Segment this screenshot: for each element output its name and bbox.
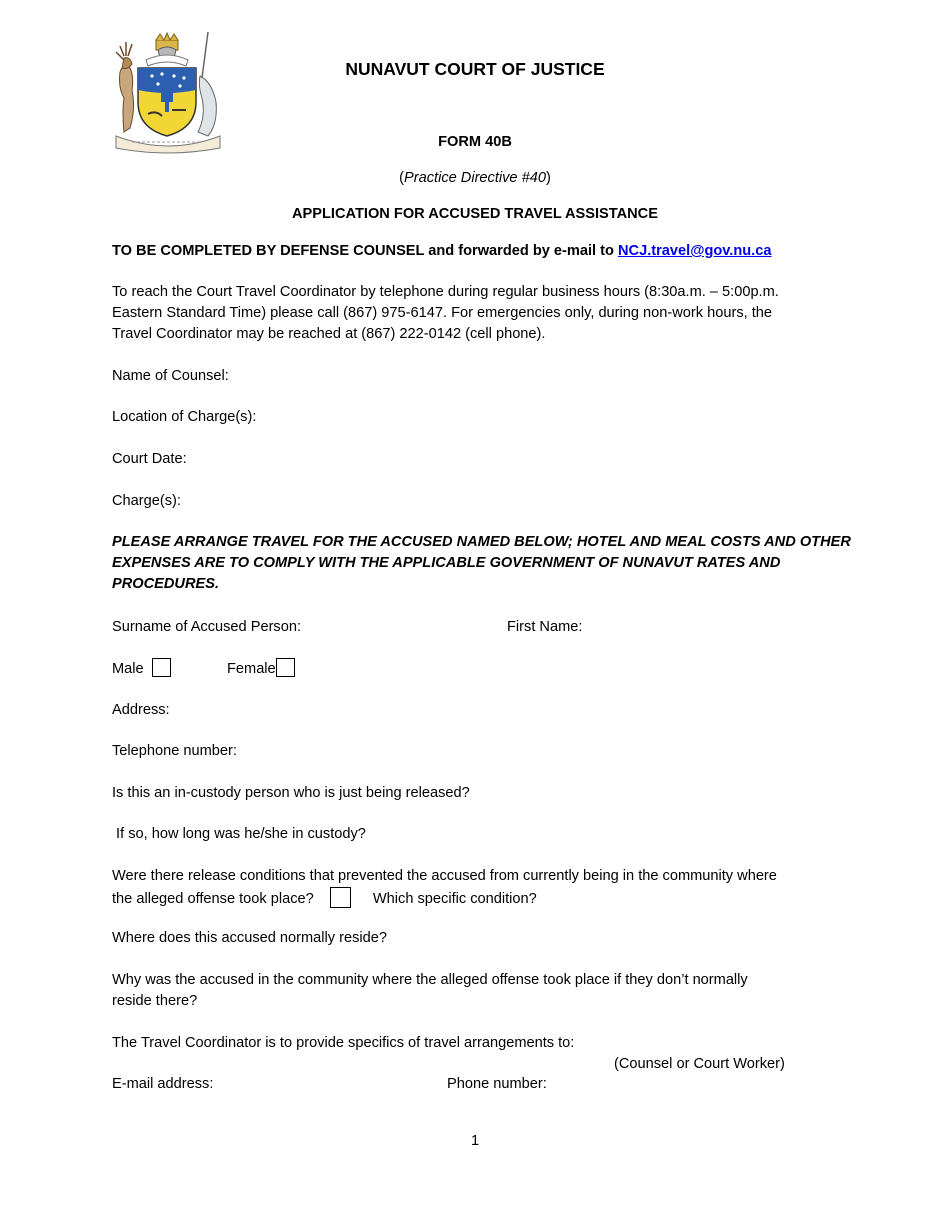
directive-close-paren: ) — [545, 170, 551, 186]
male-option — [112, 658, 171, 680]
travel-notice — [112, 532, 852, 595]
male-checkbox[interactable] — [152, 658, 171, 677]
surname-label: Surname of Accused Person: — [112, 619, 302, 635]
contact-paragraph — [112, 282, 852, 345]
name-of-counsel-label: Name of Counsel: — [112, 368, 229, 384]
which-condition-label: Which specific condition? — [372, 891, 537, 907]
release-line-2-row — [112, 887, 852, 910]
notice-line-3: PROCEDURES. — [112, 576, 220, 592]
travel-email-link[interactable]: NCJ.travel@gov.nu.ca — [618, 243, 772, 259]
telephone-label: Telephone number: — [112, 743, 237, 759]
female-checkbox[interactable] — [276, 658, 295, 677]
completed-by-text: TO BE COMPLETED BY DEFENSE COUNSEL and forwarded by e-mail to — [112, 243, 614, 259]
release-line-2: the alleged offense took place? — [112, 891, 314, 907]
contact-line-3: Travel Coordinator may be reached at (867) 222-0142 (cell phone). — [112, 326, 546, 342]
notice-line-1: PLEASE ARRANGE TRAVEL FOR THE ACCUSED NAMED BELOW; HOTEL AND MEAL COSTS AND OTHER — [112, 534, 851, 550]
email-address-label: E-mail address: — [112, 1076, 214, 1092]
release-conditions-checkbox[interactable] — [330, 887, 351, 908]
charges-label: Charge(s): — [112, 493, 181, 509]
why-line-1: Why was the accused in the community where the alleged offense took place if they don’t normally — [112, 972, 748, 988]
custody-length-question: If so, how long was he/she in custody? — [112, 826, 366, 842]
female-label: Female — [227, 661, 276, 677]
notice-line-2: EXPENSES ARE TO COMPLY WITH THE APPLICABLE GOVERNMENT OF NUNAVUT RATES AND — [112, 555, 781, 571]
release-line-1: Were there release conditions that prevented the accused from currently being in the community where — [112, 868, 777, 884]
male-label: Male — [112, 661, 144, 677]
phone-number-label: Phone number: — [447, 1076, 547, 1092]
recipient-note: (Counsel or Court Worker) — [614, 1056, 785, 1072]
practice-directive — [0, 168, 950, 189]
directive-open-paren: ( — [399, 170, 405, 186]
location-of-charges-label: Location of Charge(s): — [112, 409, 257, 425]
why-line-2: reside there? — [112, 993, 198, 1009]
release-conditions-question — [112, 866, 852, 910]
why-in-community-question — [112, 970, 852, 1012]
in-custody-question: Is this an in-custody person who is just being released? — [112, 785, 470, 801]
address-label: Address: — [112, 702, 170, 718]
first-name-label: First Name: — [507, 619, 583, 635]
directive-text: Practice Directive #40 — [404, 170, 546, 186]
form-number: FORM 40B — [438, 134, 512, 150]
form-title: APPLICATION FOR ACCUSED TRAVEL ASSISTANCE — [292, 206, 658, 222]
contact-line-2: Eastern Standard Time) please call (867) 975-6147. For emergencies only, during non-work hours, the — [112, 305, 773, 321]
reside-question: Where does this accused normally reside? — [112, 930, 387, 946]
contact-line-1: To reach the Court Travel Coordinator by telephone during regular business hours (8:30a.m. – 5:00p.m. — [112, 284, 779, 300]
court-date-label: Court Date: — [112, 451, 187, 467]
completed-by-line — [112, 241, 771, 262]
provide-arrangements-label: The Travel Coordinator is to provide specifics of travel arrangements to: — [112, 1035, 575, 1051]
court-title: NUNAVUT COURT OF JUSTICE — [345, 59, 605, 79]
female-option — [227, 658, 295, 680]
page-number: 1 — [470, 1133, 480, 1149]
